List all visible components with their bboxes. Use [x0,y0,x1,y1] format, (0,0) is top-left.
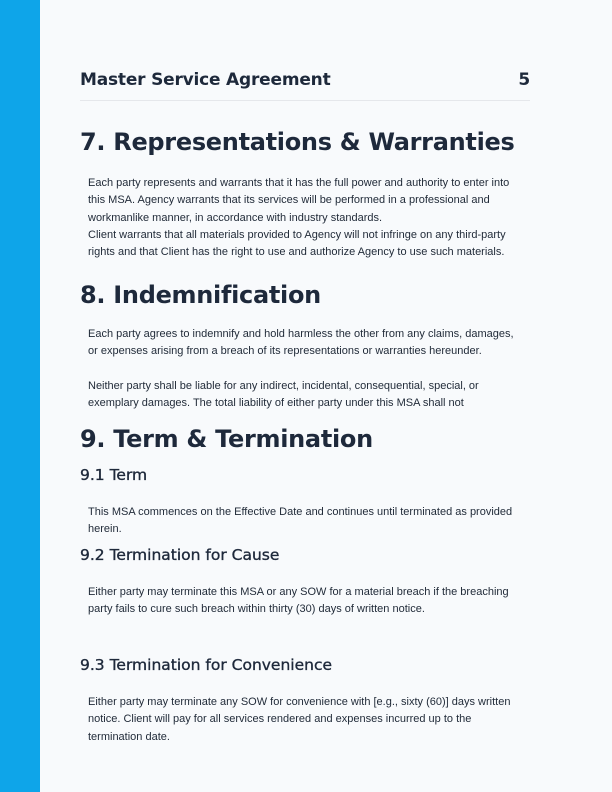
section-heading-term-termination: 9. Term & Termination [80,425,373,453]
accent-sidebar-bar [0,0,40,792]
section-heading-representations-warranties: 7. Representations & Warranties [80,128,515,156]
section-7-paragraph-1: Each party represents and warrants that it has the full power and authority to enter into this MSA. Agency warrants that its services will be performed in a professional and workmanlike manner, in accordance with industry standards. [88,177,510,224]
running-header [80,68,530,101]
section-8-paragraph-2: Neither party shall be liable for any indirect, incidental, consequential, special, or exemplary damages. The total liability of either party under this MSA shall not [88,380,479,410]
subsection-9-2-paragraph: Either party may terminate this MSA or any SOW for a material breach if the breaching party fails to cure such breach within thirty (30) days of written notice. [88,586,509,616]
subsection-9-1-paragraph: This MSA commences on the Effective Date and continues until terminated as provided herein. [88,506,513,536]
subsection-9-3-paragraph: Either party may terminate any SOW for convenience with [e.g., sixty (60)] days written notice. Client will pay for all services rendered and expenses incurred up to the termination date. [88,696,511,743]
document-title: Master Service Agreement [80,70,331,90]
section-heading-indemnification: 8. Indemnification [80,281,321,309]
subsection-heading-term: 9.1 Term [80,466,148,484]
subsection-heading-termination-for-cause: 9.2 Termination for Cause [80,546,280,564]
section-7-paragraph-2: Client warrants that all materials provided to Agency will not infringe on any third-party rights and that Client has the right to use and authorize Agency to use such materials. [88,229,506,259]
page-number: 5 [518,70,530,90]
subsection-heading-termination-for-convenience: 9.3 Termination for Convenience [80,656,333,674]
section-8-paragraph-1: Each party agrees to indemnify and hold harmless the other from any claims, damages, or expenses arising from a breach of its representations or warranties hereunder. [88,328,514,358]
